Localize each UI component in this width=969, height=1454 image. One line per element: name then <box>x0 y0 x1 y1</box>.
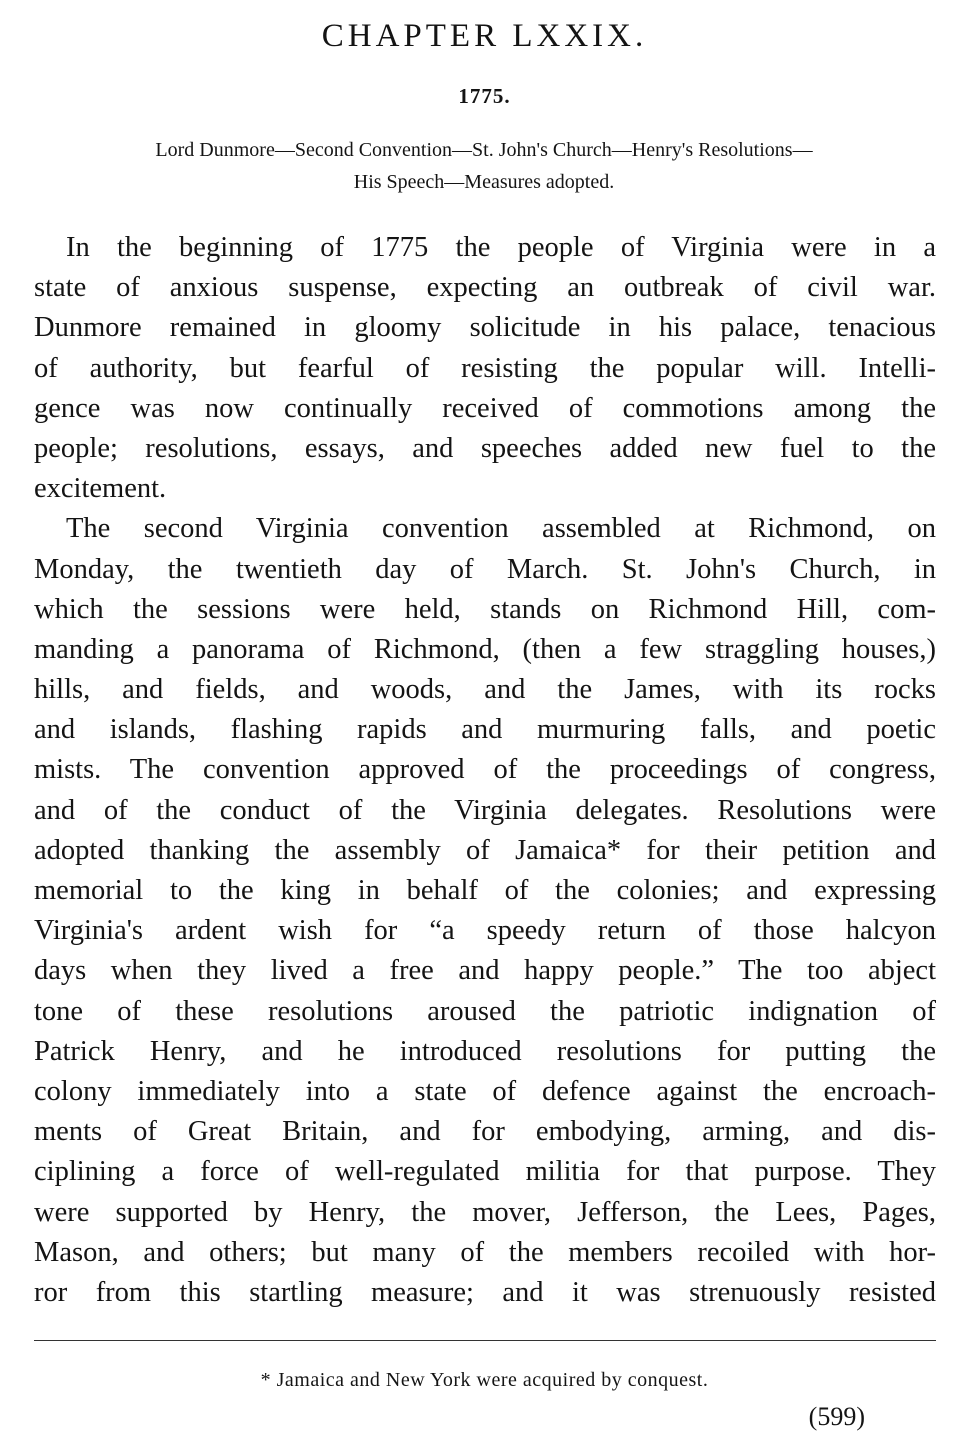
text-line: state of anxious suspense, expecting an outbreak of civil war. <box>34 272 936 304</box>
text-line: colony immediately into a state of defence against the encroach- <box>34 1075 936 1107</box>
text-line: ciplining a force of well-regulated militia for that purpose. They <box>34 1156 936 1188</box>
text-line: which the sessions were held, stands on Richmond Hill, com- <box>34 593 936 625</box>
text-line: tone of these resolutions aroused the patriotic indignation of <box>34 995 936 1027</box>
synopsis-line: His Speech—Measures adopted. <box>353 171 615 193</box>
text-line: ror from this startling measure; and it was strenuously resisted <box>34 1276 936 1308</box>
text-line: Mason, and others; but many of the members recoiled with hor- <box>34 1236 936 1268</box>
text-line: hills, and fields, and woods, and the James, with its rocks <box>34 674 936 706</box>
text-line: ments of Great Britain, and for embodying, arming, and dis- <box>34 1116 936 1148</box>
body-text <box>34 228 936 1313</box>
text-line: Monday, the twentieth day of March. St. John's Church, in <box>34 553 936 585</box>
footnote-divider <box>34 1340 936 1341</box>
text-line: In the beginning of 1775 the people of Virginia were in a <box>66 232 936 263</box>
text-line: gence was now continually received of commotions among the <box>34 392 936 424</box>
text-line: Virginia's ardent wish for “a speedy return of those halcyon <box>34 915 936 947</box>
text-line: and of the conduct of the Virginia delegates. Resolutions were <box>34 794 936 826</box>
text-line: excitement. <box>34 473 167 505</box>
text-line: mists. The convention approved of the proceedings of congress, <box>34 754 936 786</box>
synopsis-line: Lord Dunmore—Second Convention—St. John's Church—Henry's Resolutions— <box>155 139 813 161</box>
text-line: adopted thanking the assembly of Jamaica* for their petition and <box>34 834 936 866</box>
text-line: The second Virginia convention assembled at Richmond, on <box>66 513 936 545</box>
text-line: Dunmore remained in gloomy solicitude in his palace, tenacious <box>34 312 936 344</box>
text-line: Patrick Henry, and he introduced resolutions for putting the <box>34 1035 936 1067</box>
text-line: were supported by Henry, the mover, Jefferson, the Lees, Pages, <box>34 1196 936 1228</box>
footnote: * Jamaica and New York were acquired by conquest. <box>260 1369 709 1391</box>
chapter-synopsis <box>34 134 934 198</box>
text-line: people; resolutions, essays, and speeches added new fuel to the <box>34 432 936 464</box>
chapter-title: CHAPTER LXXIX. <box>321 18 648 54</box>
chapter-year: 1775. <box>458 84 511 108</box>
text-line: manding a panorama of Richmond, (then a few straggling houses,) <box>34 633 936 665</box>
text-line: of authority, but fearful of resisting the popular will. Intelli- <box>34 352 936 384</box>
text-line: and islands, flashing rapids and murmuring falls, and poetic <box>34 714 936 746</box>
page-number: (599) <box>808 1402 865 1431</box>
text-line: memorial to the king in behalf of the colonies; and expressing <box>34 875 936 906</box>
text-line: days when they lived a free and happy people.” The too abject <box>34 955 936 987</box>
